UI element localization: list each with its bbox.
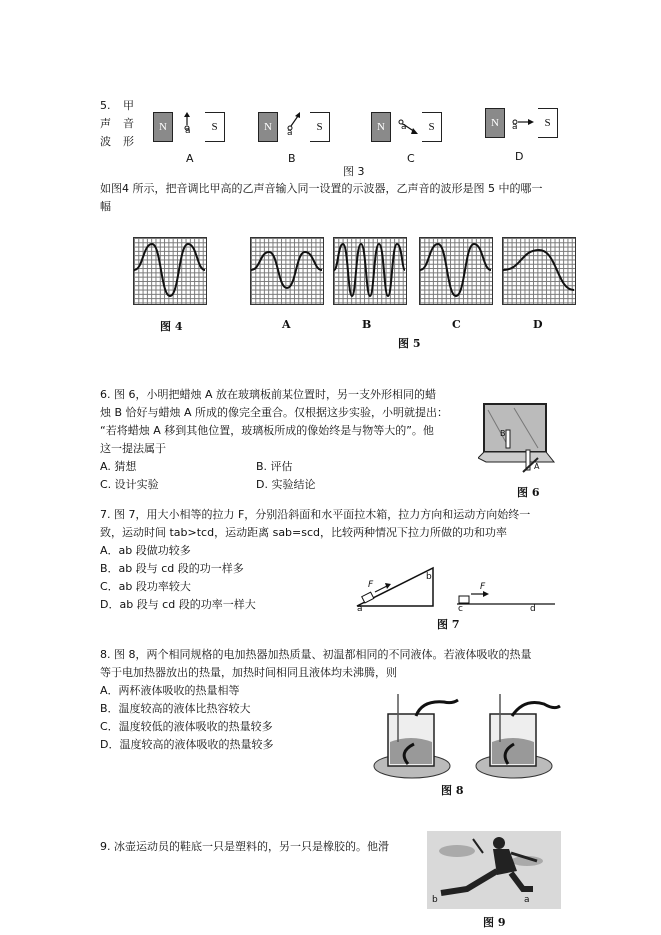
figure-caption: 图 5	[398, 337, 421, 350]
option-a[interactable]: A．ab 段做功较多	[100, 544, 191, 557]
q5-side-char: 甲	[123, 99, 134, 112]
magnet-n-pole: N	[258, 112, 278, 142]
q8-text-line: 等于电加热器放出的热量，加热时间相同且液体均未沸腾，则	[100, 666, 397, 679]
shoe-label-b: b	[432, 895, 438, 905]
shoe-label-a: a	[524, 895, 530, 905]
q7-text-line: 7. 图 7，用大小相等的拉力 F，分别沿斜面和水平面拉木箱，拉力方向和运动方向始终一	[100, 508, 531, 521]
waveform-icon	[334, 238, 405, 303]
curling-player-icon	[427, 831, 561, 909]
q6-text-line: 烛 B 恰好与蜡烛 A 所成的像完全重合。仅根据这步实验，小明就提出：	[100, 406, 449, 419]
question-5-number: 5.	[100, 99, 111, 112]
oscilloscope-screen-d[interactable]	[502, 237, 576, 305]
point-label: a	[401, 122, 407, 132]
q6-text-line: “若将蜡烛 A 移到其他位置，玻璃板所成的像始终是与物等大的”。他	[100, 424, 434, 437]
q5-text-line: 幅	[100, 200, 111, 213]
magnet-n-pole: N	[485, 108, 505, 138]
option-letter: C	[452, 318, 461, 331]
q5-text-line: 如图4 所示，把音调比甲高的乙声音输入同一设置的示波器，乙声音的波形是图 5 中的哪一	[100, 182, 543, 195]
q6-text-line: 6. 图 6，小明把蜡烛 A 放在玻璃板前某位置时，另一支外形相同的蜡	[100, 388, 437, 401]
waveform-icon	[251, 238, 322, 303]
q5-side-char: 声	[100, 117, 111, 130]
point-label: a	[512, 122, 518, 132]
option-a[interactable]: A. 猜想	[100, 460, 137, 473]
q5-side-char: 音	[123, 117, 134, 130]
figure-caption: 图 9	[483, 916, 506, 929]
magnet-s-pole: S	[310, 112, 330, 142]
waveform-icon	[503, 238, 574, 303]
force-label: F	[480, 582, 486, 592]
point-label: a	[185, 126, 191, 136]
oscilloscope-screen-c[interactable]	[419, 237, 493, 305]
waveform-icon	[134, 238, 205, 303]
option-d[interactable]: D．ab 段与 cd 段的功率一样大	[100, 598, 256, 611]
conductor-motion-arrow-icon	[282, 110, 306, 140]
figure-caption: 图 8	[441, 784, 464, 797]
glass-plate-candle-illustration	[478, 400, 558, 480]
force-label: F	[368, 580, 374, 590]
oscilloscope-screen-a[interactable]	[250, 237, 324, 305]
q9-text-line: 9. 冰壶运动员的鞋底一只是塑料的，另一只是橡胶的。他滑	[100, 840, 389, 853]
option-b[interactable]: B．温度较高的液体比热容较大	[100, 702, 251, 715]
oscilloscope-screen-fig4	[133, 237, 207, 305]
conductor-motion-arrow-icon	[394, 112, 422, 142]
magnet-s-pole: S	[205, 112, 225, 142]
figure-caption: 图 4	[160, 320, 183, 333]
option-c[interactable]: C. 设计实验	[100, 478, 159, 491]
option-letter: B	[362, 318, 372, 331]
candle-label-a: A	[534, 462, 540, 471]
option-c[interactable]: C．ab 段功率较大	[100, 580, 191, 593]
figure-caption: 图 7	[437, 618, 460, 631]
option-letter: D	[515, 150, 524, 163]
magnet-s-pole: S	[422, 112, 442, 142]
magnet-s-pole: S	[538, 108, 558, 138]
option-c[interactable]: C．温度较低的液体吸收的热量较多	[100, 720, 273, 733]
option-b[interactable]: B．ab 段与 cd 段的功一样多	[100, 562, 244, 575]
point-label: a	[287, 128, 293, 138]
option-letter: A	[186, 152, 194, 165]
option-b[interactable]: B. 评估	[256, 460, 293, 473]
option-letter: C	[407, 152, 415, 165]
option-letter: A	[282, 318, 291, 331]
oscilloscope-screen-b[interactable]	[333, 237, 407, 305]
candle-label-b: B	[500, 429, 506, 438]
option-letter: D	[533, 318, 543, 331]
option-d[interactable]: D．温度较高的液体吸收的热量较多	[100, 738, 274, 751]
point-label-b: b	[426, 572, 432, 582]
q7-text-line: 致，运动时间 tab>tcd，运动距离 sab=scd，比较两种情况下拉力所做的功和功率	[100, 526, 508, 539]
point-label-c: c	[458, 604, 463, 614]
q6-text-line: 这一提法属于	[100, 442, 166, 455]
option-letter: B	[288, 152, 296, 165]
heater-beakers-illustration	[368, 692, 564, 784]
q8-text-line: 8. 图 8，两个相同规格的电加热器加热质量、初温都相同的不同液体。若液体吸收的热量	[100, 648, 532, 661]
q5-side-char: 波	[100, 135, 111, 148]
q5-side-char: 形	[123, 135, 134, 148]
figure-caption: 图 3	[343, 165, 365, 178]
option-a[interactable]: A．两杯液体吸收的热量相等	[100, 684, 240, 697]
magnet-n-pole: N	[153, 112, 173, 142]
point-label-d: d	[530, 604, 536, 614]
point-label-a: a	[357, 604, 363, 614]
figure-caption: 图 6	[517, 486, 540, 499]
curling-player-photo	[427, 831, 561, 909]
option-d[interactable]: D. 实验结论	[256, 478, 316, 491]
waveform-icon	[420, 238, 491, 303]
magnet-n-pole: N	[371, 112, 391, 142]
